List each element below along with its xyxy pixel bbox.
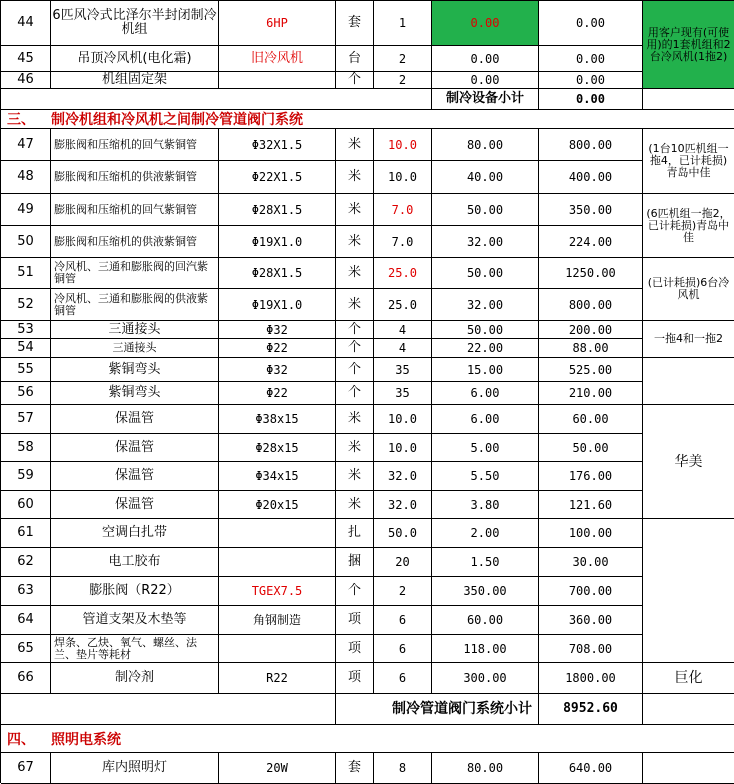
cell-spec: 6HP (219, 1, 336, 46)
cell-no: 65 (1, 635, 51, 663)
cell-price: 5.00 (432, 434, 539, 462)
cell-no: 61 (1, 519, 51, 548)
cell-no: 50 (1, 226, 51, 258)
cell-price: 300.00 (432, 663, 539, 694)
section-number: 三、 (7, 112, 35, 128)
cell-price: 0.00 (432, 72, 539, 89)
cell-price: 6.00 (432, 382, 539, 405)
cell-price: 60.00 (432, 606, 539, 635)
cell-unit: 个 (336, 321, 374, 339)
cell-spec: 20W (219, 753, 336, 784)
cell-spec: Φ28X1.5 (219, 258, 336, 289)
cell-unit: 米 (336, 434, 374, 462)
cell-total: 121.60 (539, 491, 643, 519)
section-heading (1, 726, 734, 753)
cell-price: 15.00 (432, 358, 539, 382)
cell-total: 400.00 (539, 161, 643, 194)
cell-total: 210.00 (539, 382, 643, 405)
cell-qty: 7.0 (374, 194, 432, 226)
cell-name: 紫铜弯头 (51, 358, 219, 382)
cell-qty: 8 (374, 753, 432, 784)
cell-spec: Φ38x15 (219, 405, 336, 434)
cell-spec: R22 (219, 663, 336, 694)
cell-qty: 32.0 (374, 462, 432, 491)
cell-spec: Φ20x15 (219, 491, 336, 519)
section-heading (1, 110, 734, 129)
cell-spec: Φ32 (219, 358, 336, 382)
cell-spec: 角钢制造 (219, 606, 336, 635)
cell-no: 58 (1, 434, 51, 462)
cell-name: 三通接头 (51, 321, 219, 339)
cell-qty: 35 (374, 358, 432, 382)
cell-price: 32.00 (432, 226, 539, 258)
section-title: 制冷机组和冷风机之间制冷管道阀门系统 (51, 112, 303, 128)
cell-no: 54 (1, 339, 51, 358)
note-cell-blank (643, 753, 734, 784)
cell-total: 100.00 (539, 519, 643, 548)
cell-unit: 捆 (336, 548, 374, 577)
cell-no: 51 (1, 258, 51, 289)
note-cell-blank (643, 358, 734, 405)
cell-total: 50.00 (539, 434, 643, 462)
note-cell: 华美 (643, 405, 734, 519)
cell-total: 708.00 (539, 635, 643, 663)
cell-spec (219, 548, 336, 577)
cell-qty: 20 (374, 548, 432, 577)
cell-name: 制冷剂 (51, 663, 219, 694)
cell-total: 30.00 (539, 548, 643, 577)
cell-name: 冷风机、三通和膨胀阀的供液紫铜管 (51, 289, 219, 321)
cell-qty: 6 (374, 663, 432, 694)
cell-unit: 米 (336, 491, 374, 519)
cell-qty: 6 (374, 606, 432, 635)
note-cell: 巨化 (643, 663, 734, 694)
note-cell-blank (643, 519, 734, 663)
section-title: 照明电系统 (51, 732, 121, 748)
cell-no: 53 (1, 321, 51, 339)
cell-no: 45 (1, 46, 51, 72)
cell-spec (219, 72, 336, 89)
cell-name: 6匹风冷式比泽尔半封闭制冷机组 (51, 1, 219, 46)
cell-spec: Φ22 (219, 382, 336, 405)
cell-unit: 个 (336, 577, 374, 606)
cell-spec: Φ28x15 (219, 434, 336, 462)
cell-name: 保温管 (51, 462, 219, 491)
cell-name: 机组固定架 (51, 72, 219, 89)
cell-total: 60.00 (539, 405, 643, 434)
cell-total: 700.00 (539, 577, 643, 606)
section-number: 四、 (7, 732, 35, 748)
cell-spec: Φ28X1.5 (219, 194, 336, 226)
cell-price: 32.00 (432, 289, 539, 321)
cell-no: 48 (1, 161, 51, 194)
note-cell: (1台10匹机组一拖4，已计耗损)青岛中佳 (643, 129, 734, 194)
cell-qty: 1 (374, 1, 432, 46)
cell-qty: 4 (374, 339, 432, 358)
cell-name: 库内照明灯 (51, 753, 219, 784)
cell-spec: TGEX7.5 (219, 577, 336, 606)
cell-total: 0.00 (539, 1, 643, 46)
cell-unit: 个 (336, 339, 374, 358)
cell-unit: 米 (336, 258, 374, 289)
cell-qty: 2 (374, 72, 432, 89)
cell-total: 800.00 (539, 129, 643, 161)
cell-no: 63 (1, 577, 51, 606)
cell-spec: Φ22 (219, 339, 336, 358)
cell-qty: 2 (374, 577, 432, 606)
cell-unit: 个 (336, 358, 374, 382)
cell-spec: Φ19X1.0 (219, 226, 336, 258)
cell-unit: 项 (336, 635, 374, 663)
cell-name: 冷风机、三通和膨胀阀的回汽紫铜管 (51, 258, 219, 289)
cell-price: 3.80 (432, 491, 539, 519)
cell-price: 40.00 (432, 161, 539, 194)
cell-total: 176.00 (539, 462, 643, 491)
cell-unit: 个 (336, 382, 374, 405)
cell-no: 59 (1, 462, 51, 491)
cell-unit: 米 (336, 289, 374, 321)
cell-total: 525.00 (539, 358, 643, 382)
cell-name: 紫铜弯头 (51, 382, 219, 405)
cell-qty: 25.0 (374, 258, 432, 289)
cell-name: 保温管 (51, 491, 219, 519)
cell-price: 22.00 (432, 339, 539, 358)
cell-no: 55 (1, 358, 51, 382)
subtotal-note-blank (643, 694, 734, 725)
cell-name: 空调白扎带 (51, 519, 219, 548)
cell-total: 1800.00 (539, 663, 643, 694)
subtotal-equipment-label: 制冷设备小计 (432, 89, 539, 110)
cell-qty: 2 (374, 46, 432, 72)
cell-unit: 套 (336, 1, 374, 46)
subtotal-note-blank (643, 89, 734, 110)
cell-qty: 32.0 (374, 491, 432, 519)
cell-total: 800.00 (539, 289, 643, 321)
cell-spec: Φ22X1.5 (219, 161, 336, 194)
cell-qty: 50.0 (374, 519, 432, 548)
cell-unit: 米 (336, 129, 374, 161)
cell-no: 64 (1, 606, 51, 635)
note-cell: (已计耗损)6台冷风机 (643, 258, 734, 321)
cell-name: 焊条、乙炔、氧气、螺丝、法兰、垫片等耗材 (51, 635, 219, 663)
cell-no: 47 (1, 129, 51, 161)
cell-no: 44 (1, 1, 51, 46)
cell-no: 67 (1, 753, 51, 784)
note-cell: 一拖4和一拖2 (643, 321, 734, 358)
cell-no: 56 (1, 382, 51, 405)
cell-no: 60 (1, 491, 51, 519)
cell-qty: 10.0 (374, 434, 432, 462)
cell-qty: 10.0 (374, 405, 432, 434)
cell-spec: Φ19X1.0 (219, 289, 336, 321)
cell-qty: 25.0 (374, 289, 432, 321)
cell-price: 6.00 (432, 405, 539, 434)
cell-unit: 项 (336, 663, 374, 694)
cell-total: 200.00 (539, 321, 643, 339)
cell-name: 保温管 (51, 405, 219, 434)
cell-name: 吊顶冷风机(电化霜) (51, 46, 219, 72)
cell-price: 50.00 (432, 258, 539, 289)
cell-name: 膨胀阀和压缩机的回气紫铜管 (51, 194, 219, 226)
cell-total: 1250.00 (539, 258, 643, 289)
cell-price: 80.00 (432, 129, 539, 161)
cell-total: 224.00 (539, 226, 643, 258)
cell-unit: 米 (336, 194, 374, 226)
cell-name: 电工胶布 (51, 548, 219, 577)
cell-spec (219, 519, 336, 548)
cell-no: 46 (1, 72, 51, 89)
cell-price: 350.00 (432, 577, 539, 606)
cell-unit: 个 (336, 72, 374, 89)
cell-price: 1.50 (432, 548, 539, 577)
cell-qty: 7.0 (374, 226, 432, 258)
cell-name: 膨胀阀和压缩机的回气紫铜管 (51, 129, 219, 161)
cell-name: 保温管 (51, 434, 219, 462)
cell-spec (219, 635, 336, 663)
cell-no: 49 (1, 194, 51, 226)
cell-qty: 10.0 (374, 161, 432, 194)
cell-spec: Φ32 (219, 321, 336, 339)
cell-price: 50.00 (432, 194, 539, 226)
cell-total: 350.00 (539, 194, 643, 226)
subtotal-equipment-value: 0.00 (539, 89, 643, 110)
cell-no: 66 (1, 663, 51, 694)
cell-no: 52 (1, 289, 51, 321)
cell-unit: 米 (336, 405, 374, 434)
cell-unit: 台 (336, 46, 374, 72)
cell-spec: Φ34x15 (219, 462, 336, 491)
cell-price: 118.00 (432, 635, 539, 663)
cell-unit: 米 (336, 462, 374, 491)
cell-qty: 10.0 (374, 129, 432, 161)
cell-qty: 4 (374, 321, 432, 339)
cell-price: 50.00 (432, 321, 539, 339)
note-cell: (6匹机组一拖2，已计耗损)青岛中佳 (643, 194, 734, 258)
note-existing-units: 用客户现有(可使用)的1套机组和2台冷风机(1拖2) (643, 1, 734, 89)
cell-name: 管道支架及木垫等 (51, 606, 219, 635)
cell-qty: 35 (374, 382, 432, 405)
cell-name: 膨胀阀（R22） (51, 577, 219, 606)
cell-name: 三通接头 (51, 339, 219, 358)
cell-no: 57 (1, 405, 51, 434)
cell-total: 0.00 (539, 46, 643, 72)
cell-price: 5.50 (432, 462, 539, 491)
cell-total: 0.00 (539, 72, 643, 89)
cell-unit: 套 (336, 753, 374, 784)
cell-total: 88.00 (539, 339, 643, 358)
cell-spec: Φ32X1.5 (219, 129, 336, 161)
cell-price: 0.00 (432, 1, 539, 46)
cell-qty: 6 (374, 635, 432, 663)
cell-no: 62 (1, 548, 51, 577)
cell-price: 2.00 (432, 519, 539, 548)
subtotal-blank (1, 694, 336, 725)
subtotal-pipe-label: 制冷管道阀门系统小计 (336, 694, 539, 725)
cell-price: 80.00 (432, 753, 539, 784)
cell-price: 0.00 (432, 46, 539, 72)
cell-unit: 扎 (336, 519, 374, 548)
cell-unit: 米 (336, 161, 374, 194)
cell-unit: 项 (336, 606, 374, 635)
cell-total: 640.00 (539, 753, 643, 784)
cell-total: 360.00 (539, 606, 643, 635)
cell-name: 膨胀阀和压缩机的供液紫铜管 (51, 161, 219, 194)
cell-spec: 旧冷风机 (219, 46, 336, 72)
cell-unit: 米 (336, 226, 374, 258)
subtotal-blank (1, 89, 432, 110)
cell-name: 膨胀阀和压缩机的供液紫铜管 (51, 226, 219, 258)
subtotal-pipe-value: 8952.60 (539, 694, 643, 725)
